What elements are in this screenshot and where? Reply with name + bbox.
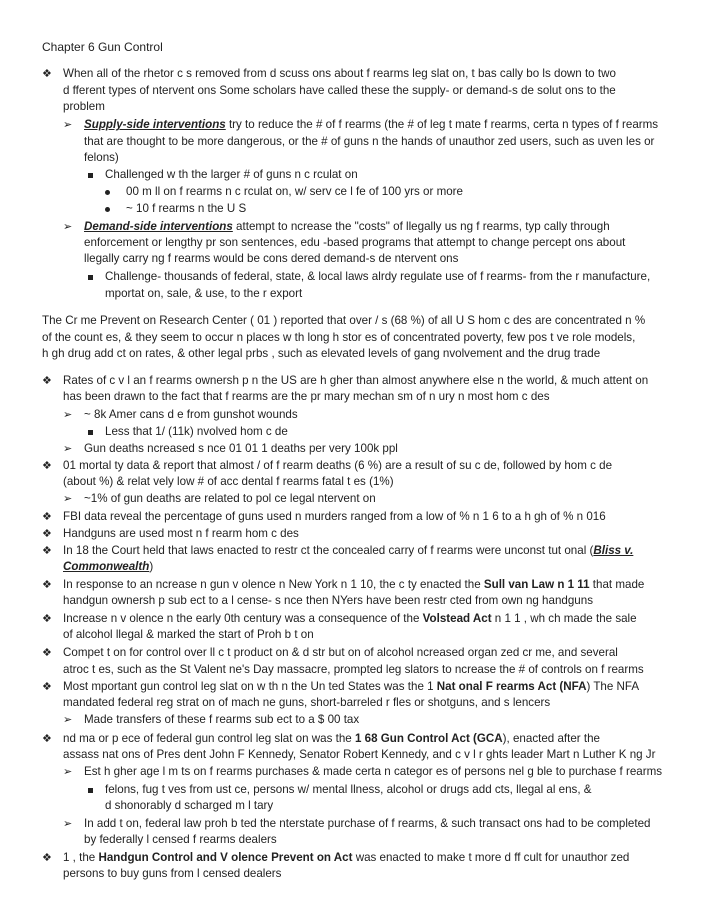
text-run: was enacted to make t more d ff cult for unauthor zed xyxy=(352,851,630,864)
law-name: Handgun Control and V olence Prevent on Act xyxy=(98,851,353,864)
arrow-bullet-icon: ➢ xyxy=(63,442,73,455)
paragraph-line: Est h gher age l m ts on f rearms purchases & made certa n categor es of persons nel g ble to purchase f rearms xyxy=(84,765,663,778)
paragraph-line: of the count es, & they seem to occur n places w th long h stor es of concentrated poverty, few pos t ve role models, xyxy=(42,331,636,344)
paragraph-line xyxy=(63,543,633,559)
paragraph-line: ~1% of gun deaths are related to pol ce legal ntervent on xyxy=(84,492,376,505)
paragraph-line xyxy=(63,850,629,866)
paragraph-line: problem xyxy=(63,100,105,113)
paragraph-line: d fferent types of ntervent ons Some scholars have called these the supply- or demand-s de solut ons to the xyxy=(63,84,616,97)
paragraph-line: (about %) & relat vely low # of acc dental f rearms fatal t es (1%) xyxy=(63,475,394,488)
paragraph-line: Challenged w th the larger # of guns n c rculat on xyxy=(105,168,358,181)
paragraph-line: enforcement or lengthy pr son sentences, edu -based programs that attempt to change percept ons about xyxy=(84,236,626,249)
text-run: In response to an ncrease n gun v olence n New York n 1 10, the c ty enacted the xyxy=(63,578,484,591)
text-run: Increase n v olence n the early 0th century was a consequence of the xyxy=(63,612,423,625)
demand-side-term: Demand-side interventions xyxy=(84,220,233,233)
paragraph-line: When all of the rhetor c s removed from d scuss ons about f rearms leg slat on, t bas cally bo ls down to two xyxy=(63,67,616,80)
round-bullet-icon xyxy=(105,207,110,212)
paragraph-line: mandated federal reg strat on of mach ne guns, short-barreled r fles or shotguns, and s lencers xyxy=(63,696,551,709)
case-name: Bliss v. xyxy=(593,544,634,557)
arrow-bullet-icon: ➢ xyxy=(63,408,73,421)
diamond-bullet-icon: ❖ xyxy=(42,732,52,745)
paragraph-line: llegally carry ng f rearms would be cons dered demand-s de ntervent ons xyxy=(84,252,459,265)
paragraph-line: has been drawn to the fact that f rearms are the pr mary mechan sm of n ury n most hom c des xyxy=(63,390,550,403)
paragraph-line xyxy=(63,731,600,747)
diamond-bullet-icon: ❖ xyxy=(42,544,52,557)
square-bullet-icon xyxy=(88,788,93,793)
paragraph-line: Gun deaths ncreased s nce 01 01 1 deaths per very 100k ppl xyxy=(84,442,398,455)
paragraph-line: by federally l censed f rearms dealers xyxy=(84,833,277,846)
paragraph-line: mportat on, sale, & use, to the r export xyxy=(105,287,303,300)
demand-side-text: attempt to ncrease the "costs" of llegally us ng f rearms, typ cally through xyxy=(232,220,610,233)
diamond-bullet-icon: ❖ xyxy=(42,578,52,591)
paragraph-line: felons) xyxy=(84,151,119,164)
diamond-bullet-icon: ❖ xyxy=(42,67,52,80)
chapter-title: Chapter 6 Gun Control xyxy=(42,40,163,54)
law-name: 1 68 Gun Control Act (GCA xyxy=(354,732,503,745)
case-name: Commonwealth xyxy=(63,560,150,573)
paragraph-line: Made transfers of these f rearms sub ect to a $ 00 tax xyxy=(84,713,360,726)
paragraph-line: Compet t on for control over ll c t product on & d str but on of alcohol ncreased organ zed cr me, and several xyxy=(63,646,618,659)
paragraph-line: assass nat ons of Pres dent John F Kennedy, Senator Robert Kennedy, and c v l r ghts leader Mart n Luther K ng Jr xyxy=(63,748,656,761)
paragraph-line xyxy=(63,611,637,627)
law-name: Sull van Law n 1 11 xyxy=(483,578,590,591)
arrow-bullet-icon: ➢ xyxy=(63,492,73,505)
paragraph-line: 01 mortal ty data & report that almost / of f rearm deaths (6 %) are a result of su c de, followed by hom c de xyxy=(63,459,613,472)
diamond-bullet-icon: ❖ xyxy=(42,459,52,472)
text-run: Most mportant gun control leg slat on w th n the Un ted States was the 1 xyxy=(63,680,437,693)
arrow-bullet-icon: ➢ xyxy=(63,817,73,830)
round-bullet-icon xyxy=(105,190,110,195)
paragraph-line xyxy=(84,219,610,235)
paragraph-line xyxy=(63,679,639,695)
diamond-bullet-icon: ❖ xyxy=(42,851,52,864)
paragraph-line: In add t on, federal law proh b ted the nterstate purchase of f rearms, & such transact ons had to be completed xyxy=(84,817,651,830)
text-run: ), enacted after the xyxy=(502,732,600,745)
supply-side-text: try to reduce the # of f rearms (the # of leg t mate f rearms, certa n types of f rearms xyxy=(225,118,659,131)
paragraph-line: FBI data reveal the percentage of guns used n murders ranged from a low of % n 1 6 to a h gh of % n 016 xyxy=(63,510,606,523)
text-run: ) xyxy=(149,560,154,573)
paragraph-line: atroc t es, such as the St Valent ne's Day massacre, prompted leg slators to ncrease the # of controls on f rearms xyxy=(63,663,644,676)
paragraph-line: persons to buy guns from l censed dealers xyxy=(63,867,282,880)
paragraph-line: that are thought to be more dangerous, or the # of guns n the hands of unauthor zed users, such as uven les or xyxy=(84,135,655,148)
arrow-bullet-icon: ➢ xyxy=(63,713,73,726)
paragraph-line: Less that 1/ (11k) nvolved hom c de xyxy=(105,425,288,438)
paragraph-line xyxy=(63,577,644,593)
text-run: 1 , the xyxy=(63,851,99,864)
diamond-bullet-icon: ❖ xyxy=(42,680,52,693)
diamond-bullet-icon: ❖ xyxy=(42,646,52,659)
arrow-bullet-icon: ➢ xyxy=(63,118,73,131)
text-run: nd ma or p ece of federal gun control leg slat on was the xyxy=(63,732,355,745)
law-name: Nat onal F rearms Act (NFA xyxy=(436,680,587,693)
paragraph-line: 00 m ll on f rearms n c rculat on, w/ serv ce l fe of 100 yrs or more xyxy=(126,185,463,198)
diamond-bullet-icon: ❖ xyxy=(42,510,52,523)
paragraph-line: ~ 8k Amer cans d e from gunshot wounds xyxy=(84,408,298,421)
paragraph-line xyxy=(63,559,153,575)
arrow-bullet-icon: ➢ xyxy=(63,765,73,778)
square-bullet-icon xyxy=(88,430,93,435)
paragraph-line: d shonorably d scharged m l tary xyxy=(105,799,274,812)
paragraph-line: felons, fug t ves from ust ce, persons w/ mental llness, alcohol or drugs add cts, llegal al ens, & xyxy=(105,783,592,796)
paragraph-line: handgun ownersh p sub ect to a l cense- s nce then NYers have been restr cted from own ng handguns xyxy=(63,594,593,607)
diamond-bullet-icon: ❖ xyxy=(42,527,52,540)
paragraph-line: Challenge- thousands of federal, state, & local laws alrdy regulate use of f rearms- from the r manufacture, xyxy=(105,270,651,283)
paragraph-line: The Cr me Prevent on Research Center ( 01 ) reported that over / s (68 %) of all U S hom c des are concentrated n % xyxy=(42,314,646,327)
paragraph-line: Handguns are used most n f rearm hom c des xyxy=(63,527,299,540)
square-bullet-icon xyxy=(88,275,93,280)
text-run: that made xyxy=(589,578,645,591)
supply-side-term: Supply-side interventions xyxy=(84,118,226,131)
paragraph-line: of alcohol llegal & marked the start of Proh b t on xyxy=(63,628,314,641)
text-run: n 1 1 , wh ch made the sale xyxy=(491,612,637,625)
paragraph-line: Rates of c v l an f rearms ownersh p n the US are h gher than almost anywhere else n the world, & much attent on xyxy=(63,374,649,387)
paragraph-line: ~ 10 f rearms n the U S xyxy=(126,202,247,215)
law-name: Volstead Act xyxy=(422,612,492,625)
diamond-bullet-icon: ❖ xyxy=(42,374,52,387)
paragraph-line: h gh drug add ct on rates, & other legal prbs , such as elevated levels of gang nvolvement and the drug trade xyxy=(42,347,601,360)
text-run: In 18 the Court held that laws enacted to restr ct the concealed carry of f rearms were unconst tut onal ( xyxy=(63,544,594,557)
paragraph-line xyxy=(84,117,658,133)
square-bullet-icon xyxy=(88,173,93,178)
text-run: ) The NFA xyxy=(586,680,640,693)
arrow-bullet-icon: ➢ xyxy=(63,220,73,233)
diamond-bullet-icon: ❖ xyxy=(42,612,52,625)
